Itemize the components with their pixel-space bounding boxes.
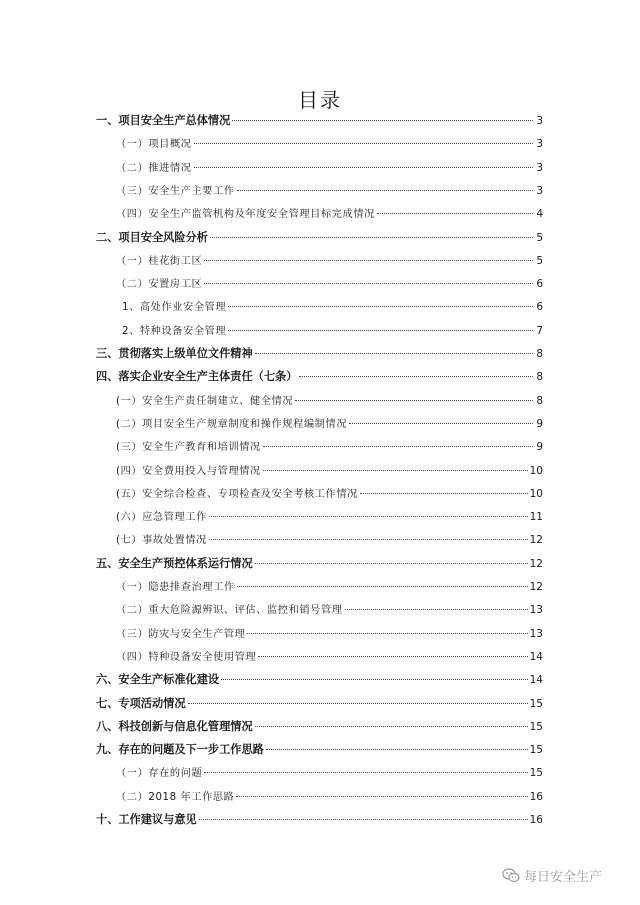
toc-dot-leader [377,212,533,214]
toc-entry-label: 九、存在的问题及下一步工作思路 [96,743,264,757]
toc-dot-leader [204,282,533,284]
toc-entry-page-number: 16 [529,814,543,826]
toc-entry-page-number: 6 [536,278,543,291]
toc-entry-label: （四）安全生产监管机构及年度安全管理目标完成情况 [116,209,375,221]
toc-entry-label: 一、项目安全生产总体情况 [96,114,231,127]
watermark-text: 每日安全生产 [524,870,603,885]
toc-dot-leader [221,678,528,680]
toc-entry[interactable] [116,508,543,526]
toc-entry-page-number: 12 [529,534,543,547]
toc-entry-label: （一）隐患排查治理工作 [116,582,235,593]
toc-entry-page-number: 15 [529,744,543,757]
toc-entry-page-number: 11 [529,511,543,524]
toc-entry-page-number: 8 [536,348,543,360]
toc-dot-leader [263,469,528,471]
toc-dot-leader [255,352,533,354]
toc-entry-page-number: 3 [536,115,543,127]
toc-entry[interactable] [96,368,543,386]
toc-entry[interactable] [96,671,543,689]
toc-entry-page-number: 8 [536,394,543,407]
toc-dot-leader [247,632,527,634]
toc-entry[interactable] [96,229,543,247]
toc-entry-page-number: 12 [529,581,543,593]
toc-dot-leader [209,538,528,540]
toc-entry[interactable] [116,438,543,456]
toc-dot-leader [194,166,533,168]
toc-entry[interactable] [116,485,543,503]
toc-entry-label: 二、项目安全风险分析 [96,230,208,244]
toc-entry[interactable] [116,764,543,782]
toc-entry-page-number: 7 [536,324,543,337]
toc-entry[interactable] [116,625,543,643]
toc-entry-page-number: 10 [529,487,543,500]
toc-entry[interactable] [116,205,543,223]
toc-entry-label: （二）推进情况 [116,162,192,174]
toc-entry-label: (六）应急管理工作 [116,512,207,524]
toc-entry-page-number: 6 [536,301,543,314]
toc-entry-page-number: 9 [536,417,543,430]
toc-entry-label: (三）安全生产教育和培训情况 [116,442,261,454]
toc-entry-label: 三、贯彻落实上级单位文件精神 [96,347,253,360]
toc-entry[interactable] [116,392,543,410]
toc-entry-label: 1、高处作业安全管理 [122,302,227,314]
toc-dot-leader [237,585,528,587]
toc-entry-page-number: 9 [536,441,543,454]
toc-entry[interactable] [116,462,543,480]
toc-dot-leader [299,375,533,377]
toc-dot-leader [237,189,533,191]
toc-entry[interactable] [116,648,543,666]
toc-entry-label: （一）项目概况 [116,139,192,151]
toc-entry[interactable] [96,811,543,829]
toc-entry[interactable] [96,345,543,363]
toc-entry[interactable] [116,159,543,177]
toc-entry-page-number: 15 [529,697,543,710]
toc-dot-leader [295,399,533,401]
toc-entry-page-number: 12 [529,557,543,570]
toc-entry-page-number: 4 [536,208,543,221]
toc-dot-leader [236,795,527,797]
toc-entry-page-number: 5 [536,231,543,244]
toc-entry[interactable] [116,601,543,619]
toc-entry-page-number: 3 [536,138,543,151]
toc-entry[interactable] [116,531,543,549]
toc-entry-label: （三）防灾与安全生产管理 [116,628,246,640]
toc-entry-page-number: 13 [529,604,543,617]
toc-entry-label: （一）桂花街工区 [116,255,203,267]
toc-dot-leader [228,305,533,307]
toc-entry-label: （四）特种设备安全使用管理 [116,651,257,663]
toc-dot-leader [266,748,528,750]
toc-entry-label: 2、特种设备安全管理 [122,325,227,337]
toc-entry-page-number: 3 [536,161,543,174]
toc-dot-leader [232,119,533,121]
toc-entry-label: （二）重大危险源辨识、评估、监控和销号管理 [116,605,343,617]
toc-entry-page-number: 14 [529,650,543,663]
toc-entry-label: 十、工作建议与意见 [96,813,197,826]
toc-dot-leader [258,655,527,657]
toc-dot-leader [194,142,533,144]
toc-entry[interactable] [96,741,543,759]
toc-entry[interactable] [116,252,543,270]
toc-entry-label: 四、落实企业安全生产主体责任（七条） [96,370,298,384]
toc-entry[interactable] [116,415,543,433]
toc-entry[interactable] [96,718,543,736]
toc-entry-label: 八、科技创新与信息化管理情况 [96,719,253,733]
toc-entry-page-number: 15 [529,767,543,780]
toc-entry-label: 六、安全生产标准化建设 [96,673,220,687]
toc-entry-label: (七）事故处置情况 [116,535,207,547]
toc-entry[interactable] [116,578,543,596]
toc-dot-leader [255,562,528,564]
toc-entry-page-number: 10 [529,464,543,477]
toc-entry-label: （二）2018 年工作思路 [116,791,235,803]
toc-entry-page-number: 16 [529,790,543,803]
toc-entry[interactable] [122,322,543,340]
toc-entry[interactable] [96,695,543,713]
toc-entry[interactable] [96,112,543,130]
toc-dot-leader [210,236,533,238]
toc-entry-label: (四）安全费用投入与管理情况 [116,465,261,477]
toc-entry-page-number: 13 [529,627,543,640]
toc-entry[interactable] [116,275,543,293]
toc-entry[interactable] [116,182,543,200]
toc-entry[interactable] [96,555,543,573]
toc-dot-leader [188,702,528,704]
page-title: 目录 [298,88,342,112]
toc-entry-label: （一）存在的问题 [116,768,203,780]
watermark [502,866,602,885]
wechat-icon [502,868,520,883]
toc-dot-leader [345,608,528,610]
toc-entry-label: 五、安全生产预控体系运行情况 [96,556,253,570]
toc-entry-label: (二）项目安全生产规章制度和操作规程编制情况 [116,418,348,430]
toc-entry-page-number: 15 [529,720,543,733]
toc-entry-label: （三）安全生产主要工作 [116,185,235,197]
toc-entry-label: (一）安全生产责任制建立、健全情况 [116,395,294,407]
toc-entry-page-number: 5 [536,254,543,267]
toc-dot-leader [228,329,533,331]
toc-entry-page-number: 14 [529,674,543,687]
toc-entry-label: （二）安置房工区 [116,279,203,291]
toc-entry-page-number: 8 [536,371,543,384]
toc-entry-page-number: 3 [536,184,543,197]
toc-entry-label: (五）安全综合检查、专项检查及安全考核工作情况 [116,488,358,500]
toc-entry[interactable] [122,298,543,316]
toc-entry-label: 七、专项活动情况 [96,696,186,710]
toc-dot-leader [255,725,528,727]
toc-dot-leader [199,818,528,820]
toc-dot-leader [204,771,527,773]
toc-dot-leader [204,259,533,261]
toc-dot-leader [360,492,528,494]
toc-entry[interactable] [116,788,543,806]
toc-dot-leader [349,422,533,424]
toc-dot-leader [263,445,533,447]
toc-entry[interactable] [116,135,543,153]
toc-dot-leader [209,515,528,517]
